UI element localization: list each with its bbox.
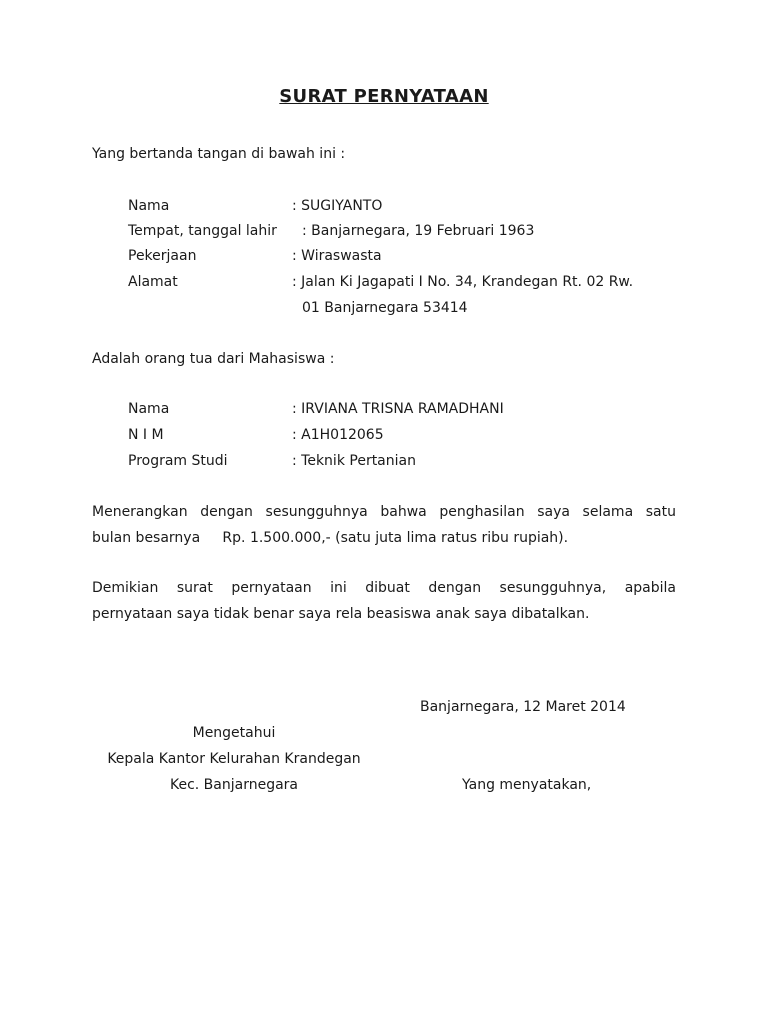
intro-text: Yang bertanda tangan di bawah ini : [92, 146, 346, 162]
closing-line-2: pernyataan saya tidak benar saya rela beasiswa anak saya dibatalkan. [92, 606, 590, 622]
office-head-label: Kepala Kantor Kelurahan Krandegan [107, 751, 361, 767]
parent-address-value: : Jalan Ki Jagapati I No. 34, Krandegan Rt. 02 Rw. [292, 274, 634, 290]
parent-address-label: Alamat [128, 274, 178, 290]
parent-address-continuation: 01 Banjarnegara 53414 [302, 300, 468, 316]
parent-name-label: Nama [128, 198, 170, 214]
student-nim-value: : A1H012065 [292, 427, 384, 443]
income-line-2: bulan besarnya Rp. 1.500.000,- (satu juta lima ratus ribu rupiah). [92, 530, 569, 546]
student-program-value: : Teknik Pertanian [292, 453, 416, 469]
place-date: Banjarnegara, 12 Maret 2014 [420, 699, 626, 715]
student-name-label: Nama [128, 401, 170, 417]
parent-birth-value: : Banjarnegara, 19 Februari 1963 [302, 223, 535, 239]
student-nim-label: N I M [128, 427, 164, 443]
declarant-label: Yang menyatakan, [462, 777, 592, 793]
student-name-value: : IRVIANA TRISNA RAMADHANI [292, 401, 504, 417]
parent-name-value: : SUGIYANTO [292, 198, 383, 214]
income-paragraph [92, 499, 676, 551]
student-intro-text: Adalah orang tua dari Mahasiswa : [92, 351, 335, 367]
closing-paragraph [92, 575, 676, 627]
parent-occupation-value: : Wiraswasta [292, 248, 382, 264]
acknowledged-label: Mengetahui [192, 725, 276, 741]
document-title: SURAT PERNYATAAN [279, 86, 489, 107]
district-label: Kec. Banjarnegara [169, 777, 299, 793]
parent-occupation-label: Pekerjaan [128, 248, 197, 264]
student-program-label: Program Studi [128, 453, 228, 469]
closing-line-1: Demikian surat pernyataan ini dibuat dengan sesungguhnya, apabila [92, 580, 676, 596]
parent-birth-label: Tempat, tanggal lahir [128, 223, 277, 239]
income-line-1: Menerangkan dengan sesungguhnya bahwa penghasilan saya selama satu [92, 504, 676, 520]
